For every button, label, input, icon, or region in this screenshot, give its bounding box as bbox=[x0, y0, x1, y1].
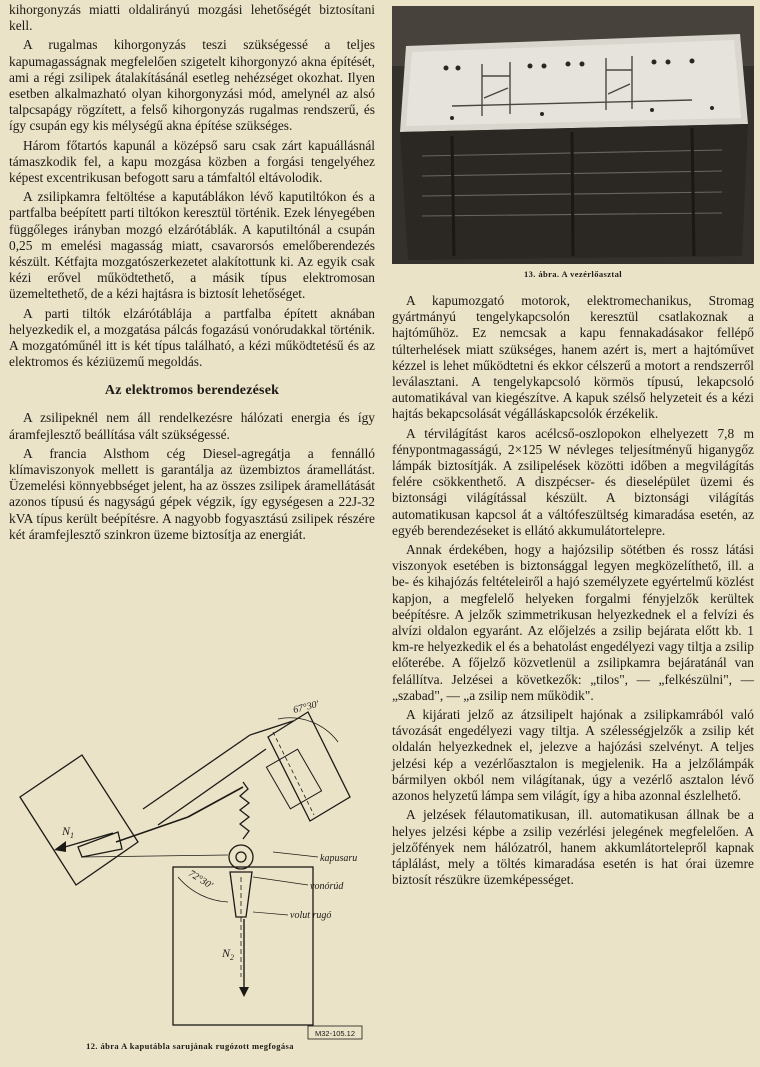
paragraph: A parti tiltók elzárótáblája a partfalba épített aknában helyezkedik el, a mozgatása pálcás fogazású vonórudakkal történik. A mozgatóműnél itt is két típus található, a kézi működtetésű és az elektromos és kéziüzemű megoldás. bbox=[9, 305, 375, 370]
paragraph: A francia Alsthom cég Diesel-agregátja a fennálló klímaviszonyok mellett is garantálja az üzembiztos áramellátást. Üzemelési könnyebbséget jelent, ha az összes zsilipek áramellátását azonos típusú és nagyságú gépek végzik, így egységesen a 22J-32 kVA típus került beépítésre. A nagyobb fogyasztású zsilipek részére két áramfejlesztő szinkron üzeme biztosítja az energiát. bbox=[9, 445, 375, 542]
paragraph: A jelzések félautomatikusan, ill. automatikusan állnak be a helyes jelzési képbe a zsilip vezérlési jelegének megfelelően. A jelzőfények nem hálózatról, hanem akkumlátortelepről kapnak táplálást, mely a töltés kimaradása esetén is hat órai üzemre biztosít részükre üzemképességet. bbox=[392, 807, 754, 888]
bearing-circle bbox=[229, 845, 253, 869]
n1-label: $N_1$ bbox=[62, 824, 75, 840]
rod-line bbox=[188, 787, 243, 817]
gate-bearing-drawing bbox=[18, 697, 372, 1042]
paragraph: Három főtartós kapunál a középső saru csak zárt kapuállásnál támaszkodik fel, a kapu mozgása közben a forgási tengelyéhez képest excentrikusan befogott saru a támfaltól eltávolodik. bbox=[9, 137, 375, 186]
arrowhead bbox=[239, 987, 249, 997]
paragraph: A zsilipeknél nem áll rendelkezésre hálózati energia és így áramfejlesztő beállítása vált szükségessé. bbox=[9, 410, 375, 442]
rod-line bbox=[116, 817, 188, 842]
axis-line bbox=[273, 732, 314, 815]
drawing-number: M32-105.12 bbox=[314, 1029, 356, 1038]
bearing-inner-circle bbox=[236, 852, 246, 862]
paragraph: A térvilágítást karos acélcső-oszlopokon elhelyezett 7,8 m fénypontmagasságú, 2×125 W névleges teljesítményű higanygőz lámpák biztosítják. A zsilipelések közötti időben a megvilágítás felére csökkenthető. A diszpécser- és dieselépület üzemi és biztonsági világítással készült. A biztonsági világítás automatikusan kapcsol át a váltófeszültség kimaradása esetén, az egyéb berendezéseket is ellátó akkumulátortelepre. bbox=[392, 425, 754, 538]
angle-arc bbox=[278, 718, 338, 742]
leader-line bbox=[253, 877, 308, 885]
left-block-shape bbox=[20, 755, 138, 885]
paragraph: kihorgonyzás miatti oldalirányú mozgási lehetőségét biztosítani kell. bbox=[9, 2, 375, 34]
guide-line bbox=[82, 855, 228, 857]
angle-label-top: 67°30' bbox=[292, 698, 321, 716]
figure-12-caption: 12. ábra A kaputábla sarujának rugózott megfogása bbox=[86, 1041, 294, 1051]
left-column bbox=[9, 0, 375, 543]
arm-housing-shape bbox=[268, 712, 350, 821]
right-column bbox=[392, 0, 754, 888]
housing-inner-shape bbox=[266, 749, 321, 809]
figure-13-caption: 13. ábra. A vezérlőasztal bbox=[523, 269, 623, 279]
paragraph: A rugalmas kihorgonyzás teszi szükségessé a teljes kapumagasságnak megfelelően szigetelt kihorgonyzó akna építését, ami a régi zsilipek átalakításánál esetleg nehézséget okozhat. Ilyen esetben alkalmazható olyan kihorgonyzási mód, amelynél az alsó talpcsapágy rögzített, a felső kihorgonyzás rugalmas rendszerű, és így csupán egy kis mélységű akna építése szükséges. bbox=[9, 37, 375, 134]
cone-shape bbox=[78, 832, 122, 857]
section-heading: Az elektromos berendezések bbox=[104, 383, 280, 399]
paragraph: Annak érdekében, hogy a hajózsilip sötétben és rossz látási viszonyok esetében is biztonsággal legyen megközelíthető, ill. a be- és kihajózás feltételeiről a hajó személyzete egyértelmű közlést kapjon, a megfelelő helyeken forgalmi fényjelzők kerültek beépítésre. A jelzők szimmetrikusan helyezkednek el a felvízi és alvízi oldalon egyaránt. Az előjelzés a zsilip bejárata előtt kb. 1 km-re helyezkedik el és a behatolást engedélyezi vagy tiltja a zsilip előterébe. A főjelző közvetlenül a zsilipkamra bejáratánál van felállítva. Jelzései a következők: „tilos", — „felkészülni", — „szabad", — „a zsilip nem működik". bbox=[392, 542, 754, 703]
leader-line bbox=[253, 912, 288, 915]
frame-line bbox=[250, 721, 293, 735]
arrowhead bbox=[54, 841, 66, 852]
paragraph: A zsilipkamra feltöltése a kaputáblákon lévő kaputiltókon és a partfalba beépített parti tiltókon keresztül történik. Ezek lényegében függőleges irányban mozgó elzárótáblák. A kaputiltónál a csupán 0,25 m emelési magasság miatt, csavarorsós emelőberendezés készült. Kétfajta mozgatószerkezetet alakítottunk ki. Az egyik csak kézi erővel működtethető, a másik típus elektromosan üzemeltethető, de a kézi hajtásra is biztosít lehetőséget. bbox=[9, 189, 375, 302]
paragraph: A kapumozgató motorok, elektromechanikus, Stromag gyártmányú tengelykapcsolón keresztül csatlakoznak a hajtóműhöz. Ez nemcsak a kapu fennakadásakor fellépő túlterhelések miatt szükséges, hanem azért is, mert a hajtóművet kézzel is lehet működtetni és ekkor célszerű a motort a rendszerről leválasztani. A tengelykapcsoló körmös típusú, lekapcsoló automatikával van kiegészítve. A kapuk szélső helyzeteit és a kézi hajtás bekapcsolását végálláskapcsolók érzékelik. bbox=[392, 293, 754, 422]
figure-12-drawing bbox=[18, 697, 372, 1042]
paragraph: A kijárati jelző az átzsilipelt hajónak a zsilipkamrából való távozását engedélyezi vagy tiltja. A szélességjelzők a zsilip két oldalán helyezkednek el, jelezve a hajózási szelvényt. A teljes jelzési kép a vezérlőasztalon is megjelenik. Ha a jelzőlámpák bármilyen okból nem világítanak, úgy a vezérlő asztalon lévő azonos helyzetű lámpa sem világít, így a hiba azonnal észlelhető. bbox=[392, 707, 754, 804]
control-desk-image bbox=[392, 6, 754, 264]
angle-label-mid: 72°30' bbox=[186, 868, 215, 892]
vonorud-label: vonórúd bbox=[310, 881, 344, 892]
n2-label: $N_2$ bbox=[222, 946, 235, 962]
control-desk-photo bbox=[392, 6, 754, 264]
spring-shape bbox=[240, 782, 249, 839]
leader-line bbox=[273, 852, 318, 857]
volut-rugo-label: volut rugó bbox=[290, 910, 332, 921]
kapusaru-label: kapusaru bbox=[320, 853, 358, 864]
